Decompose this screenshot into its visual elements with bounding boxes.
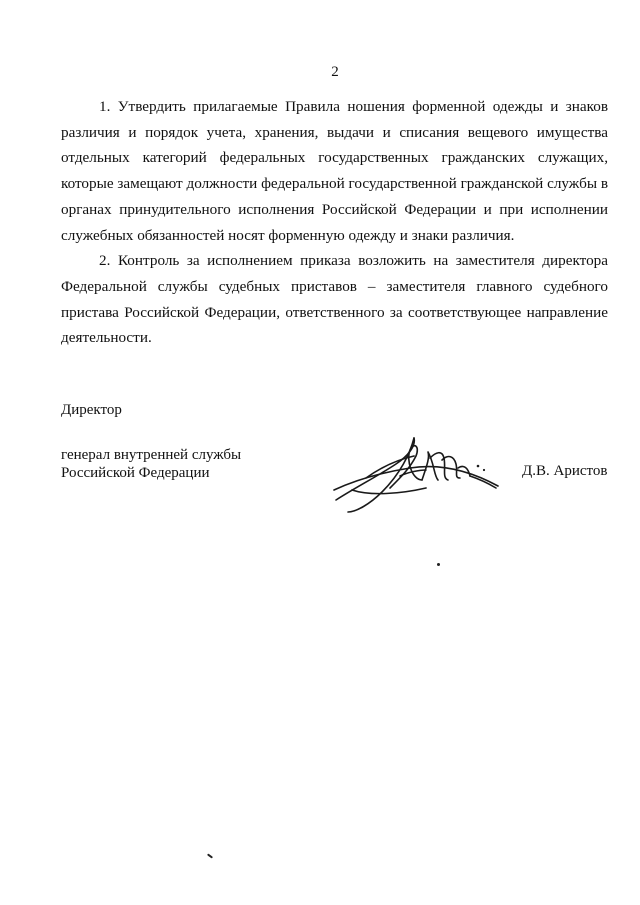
- signer-rank-line-2: Российской Федерации: [61, 465, 210, 481]
- scan-speck: [207, 853, 213, 858]
- document-body: [61, 94, 608, 351]
- signer-position: Директор: [61, 402, 122, 418]
- signer-rank-line-1: генерал внутренней службы: [61, 447, 242, 463]
- signer-rank: [61, 446, 241, 482]
- paragraph-1: 1. Утвердить прилагаемые Правила ношения форменной одежды и знаков различия и порядок учета, хранения, выдачи и списания вещевого имущества отдельных категорий федеральных государственных гражданских служащих, которые замещают должности федеральной государственной гражданской службы в органах принудительного исполнения Российской Федерации и при исполнении служебных обязанностей носят форменную одежду и знаки различия.: [61, 98, 608, 244]
- page-number: 2: [331, 64, 339, 80]
- handwritten-signature-icon: [330, 428, 502, 518]
- paragraph-2: 2. Контроль за исполнением приказа возложить на заместителя директора Федеральной службы судебных приставов – заместителя главного судебного пристава Российской Федерации, ответственного за соответствующее направление деятельности.: [61, 252, 608, 347]
- signer-name: Д.В. Аристов: [522, 463, 608, 479]
- scan-speck: [437, 563, 440, 566]
